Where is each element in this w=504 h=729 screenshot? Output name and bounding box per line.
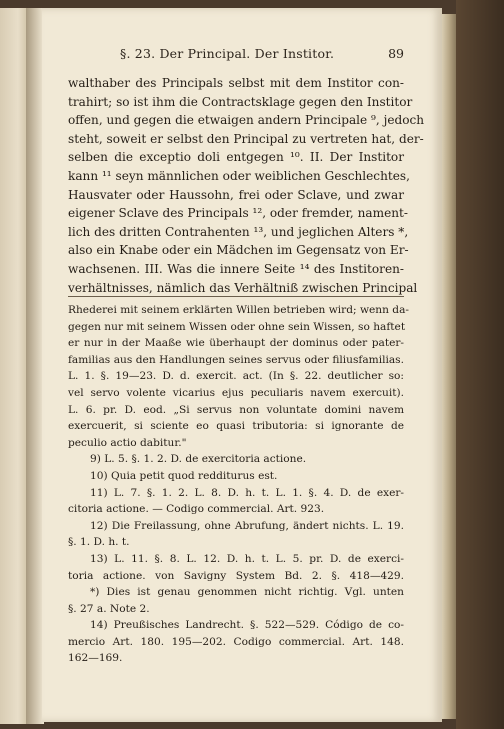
footnote-line: 11) L. 7. §. 1. 2. L. 8. D. h. t. L. 1. §. 4. D. de exer- [90, 486, 404, 499]
footnote-line: 13) L. 11. §. 8. L. 12. D. h. t. L. 5. pr. D. de exerci- [90, 552, 404, 565]
footnote-line: 14) Preußisches Landrecht. §. 522—529. Código de co- [90, 619, 404, 632]
page-number: 89 [388, 46, 404, 61]
body-line: kann ¹¹ seyn männlichen oder weiblichen Geschlechtes, [68, 168, 410, 183]
footnote-line: vel servo volente vicarius ejus peculiaris navem exercuit). [68, 386, 404, 399]
footnote-line: L. 6. pr. D. eod. „Si servus non voluntate domini navem [68, 403, 404, 416]
body-line: walthaber des Principals selbst mit dem Institor con- [68, 76, 404, 90]
footnote-line: mercio Art. 180. 195—202. Codigo commercial. Art. 148. [68, 635, 404, 648]
body-line: selben die exceptio doli entgegen ¹⁰. II. Der Institor [68, 150, 404, 165]
running-title: §. 23. Der Principal. Der Institor. [120, 46, 335, 61]
footnote-line: *) Dies ist genau genommen nicht richtig. Vgl. unten [90, 586, 404, 599]
main-text [68, 74, 425, 297]
body-line: wachsenen. III. Was die innere Seite ¹⁴ des Institoren- [68, 261, 404, 276]
footnote-rule [68, 296, 404, 297]
footnote-line: er nur in der Maaße wie überhaupt der dominus oder pater- [68, 337, 404, 350]
body-line: steht, soweit er selbst den Principal zu vertreten hat, der- [68, 131, 424, 146]
footnote-line: citoria actione. — Codigo commercial. Art. 923. [68, 503, 325, 516]
footnote-line: Rhederei mit seinem erklärten Willen betrieben wird; wenn da- [68, 304, 409, 316]
body-line: lich des dritten Contrahenten ¹³, und jeglichen Alters *, [68, 224, 409, 239]
running-header [68, 46, 404, 64]
footnote-line: peculio actio dabitur." [68, 436, 187, 449]
footnote-line: toria actione. von Savigny System Bd. 2. §. 418—429. [68, 569, 404, 582]
body-line: verhältnisses, nämlich das Verhältniß zwischen Principal [68, 280, 418, 295]
footnote-line: §. 27 a. Note 2. [68, 602, 150, 615]
footnote-line: exercuerit, si sciente eo quasi tributoria: si ignorante de [68, 420, 404, 433]
body-line: eigener Sclave des Principals ¹², oder fremder, nament- [68, 206, 408, 221]
body-line: offen, und gegen die etwaigen andern Principale ⁹, jedoch [68, 113, 425, 128]
body-line: also ein Knabe oder ein Mädchen im Gegensatz von Er- [68, 243, 409, 258]
footnote-line: 9) L. 5. §. 1. 2. D. de exercitoria actione. [90, 453, 307, 466]
body-line: Hausvater oder Haussohn, frei oder Sclave, und zwar [68, 187, 404, 202]
footnote-line: 12) Die Freilassung, ohne Abrufung, ändert nichts. L. 19. [90, 519, 404, 532]
footnote-line: gegen nur mit seinem Wissen oder ohne sein Wissen, so haftet [68, 320, 406, 333]
footnote-line: familias aus den Handlungen seines servus oder filiusfamilias. [68, 353, 404, 366]
footnote-line: 10) Quia petit quod redditurus est. [90, 469, 278, 482]
body-line: trahirt; so ist ihm die Contractsklage gegen den Institor [68, 94, 413, 109]
book-cover [456, 0, 504, 729]
footnotes [68, 302, 409, 667]
page-stack-edge [442, 14, 456, 719]
footnote-line: 162—169. [68, 652, 123, 665]
footnote-line: L. 1. §. 19—23. D. d. exercit. act. (In §. 22. deutlicher so: [68, 370, 404, 383]
footnote-line: §. 1. D. h. t. [68, 536, 130, 549]
